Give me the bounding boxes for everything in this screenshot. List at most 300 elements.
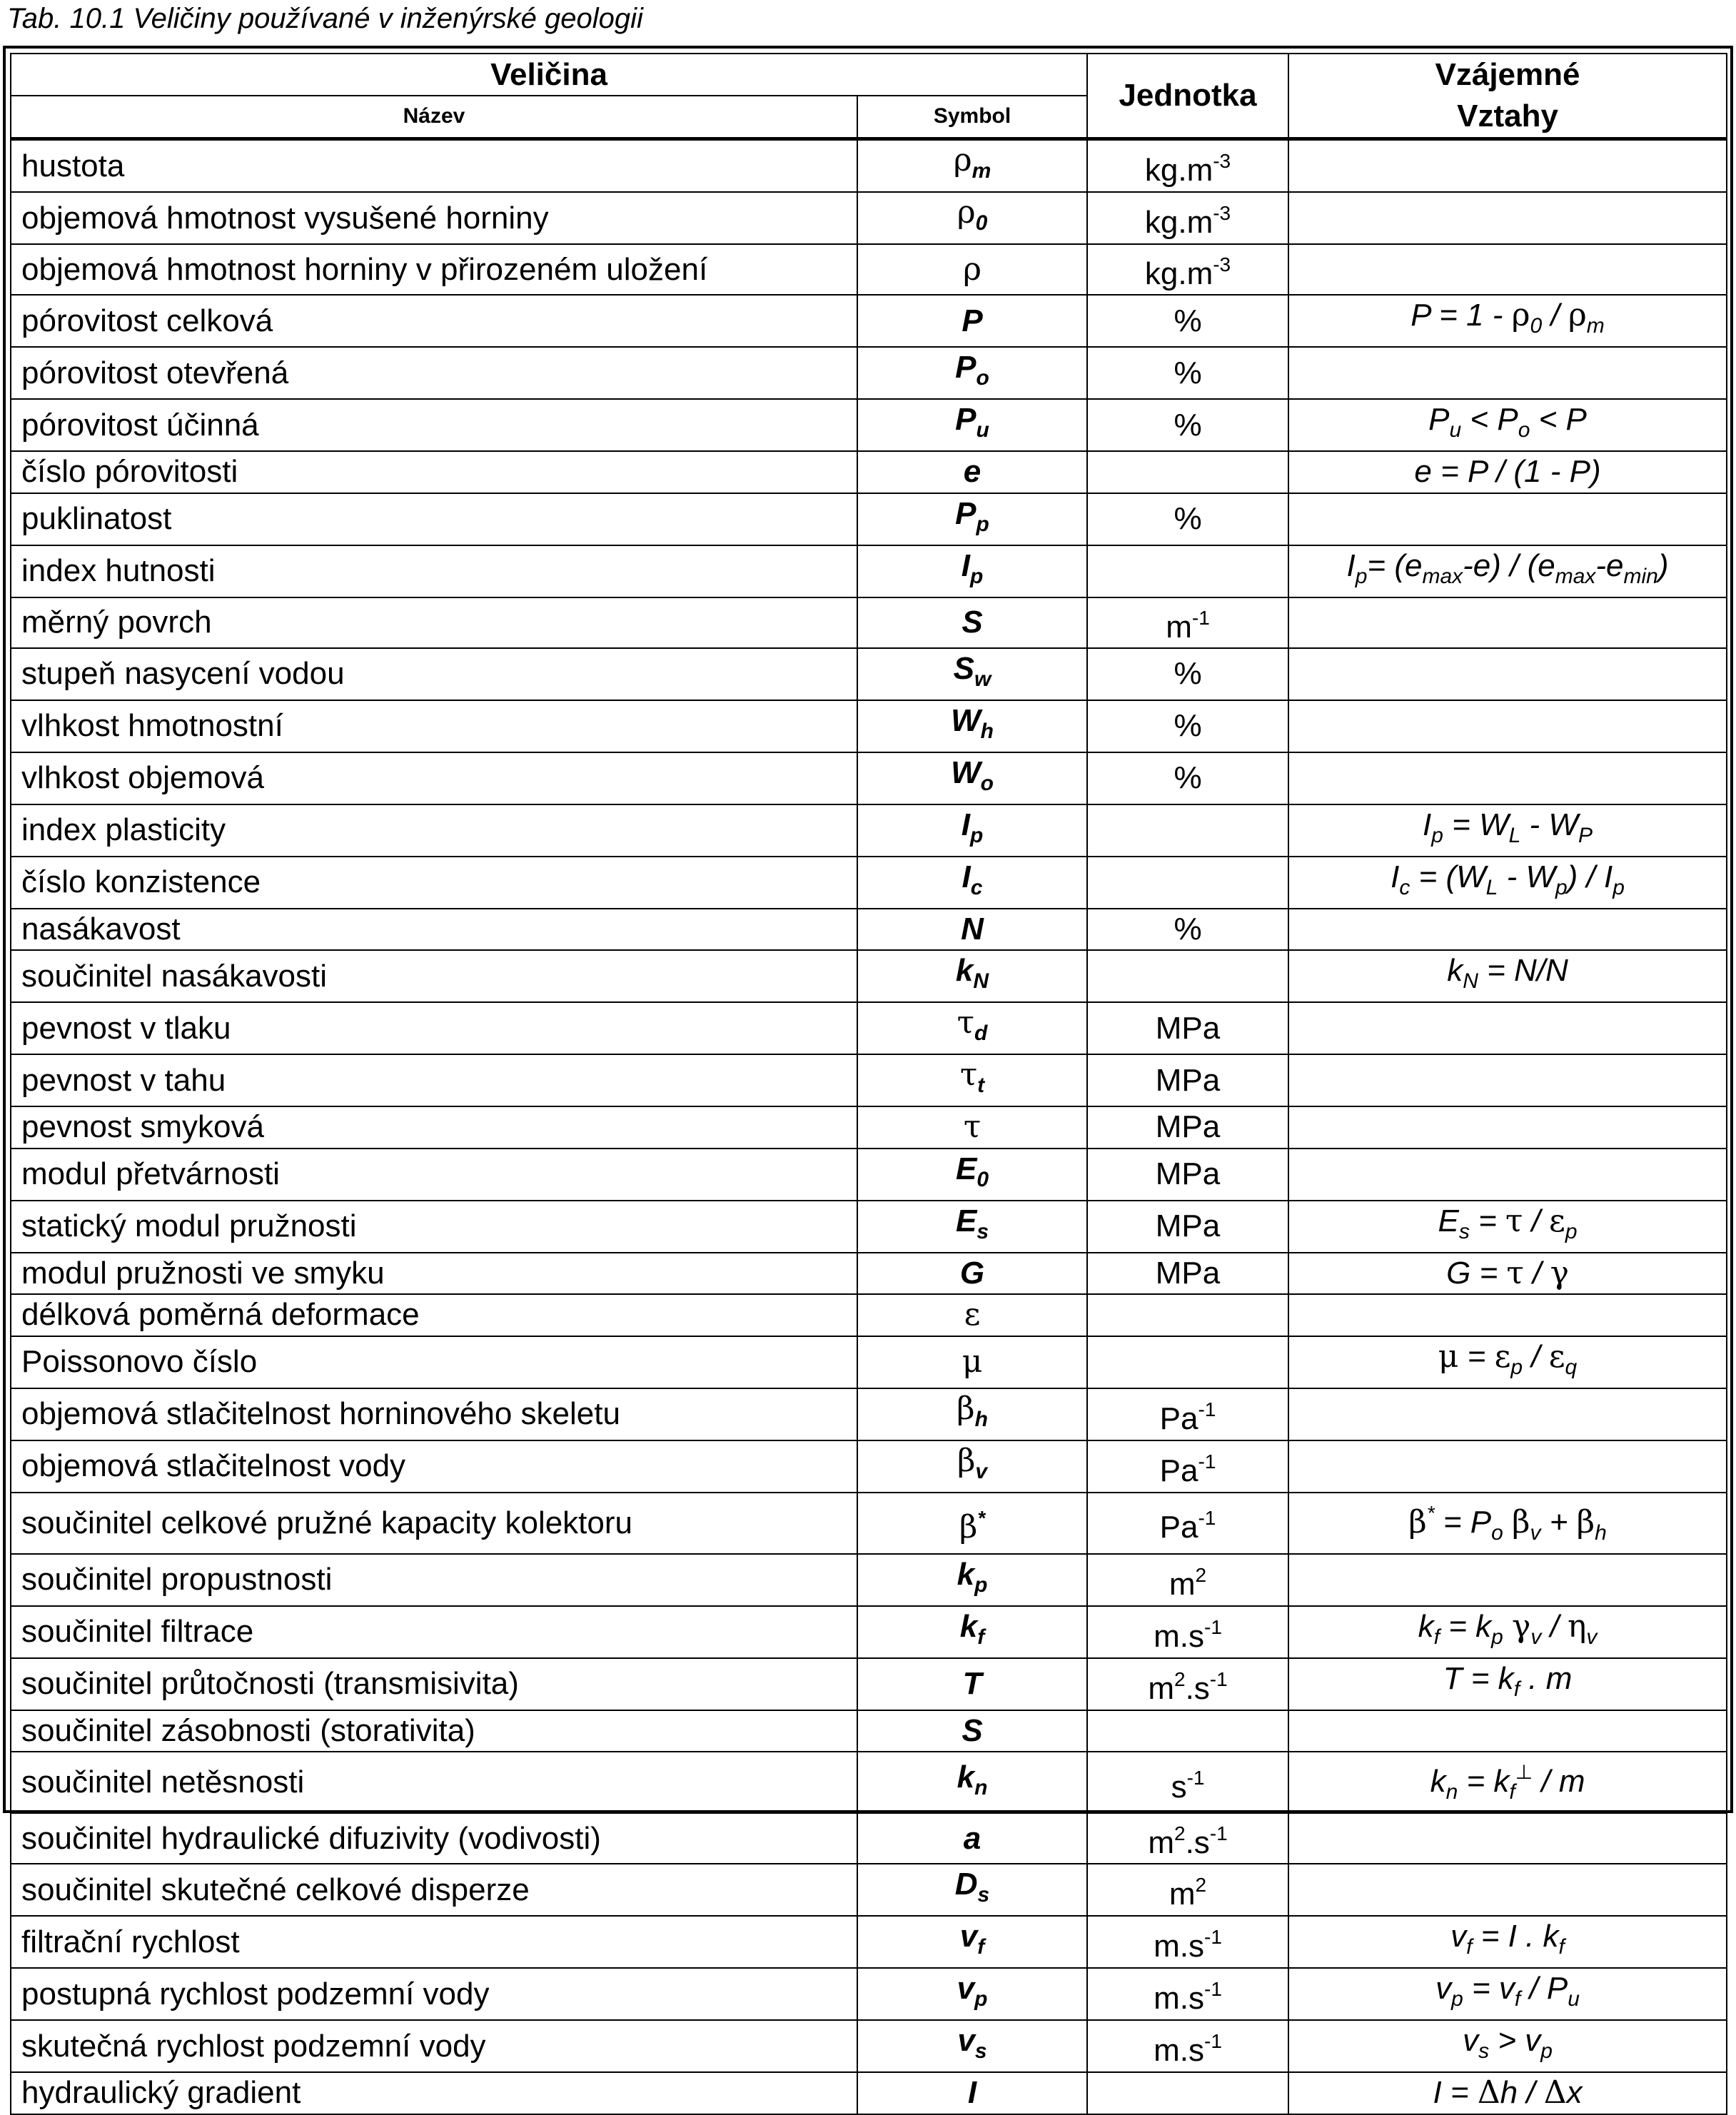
quantity-unit <box>1087 2020 1288 2072</box>
text-run: / <box>1523 1338 1549 1374</box>
quantity-name: nasákavost <box>11 909 857 951</box>
text-run: e = P / (1 - P) <box>1414 454 1601 490</box>
text-run: = <box>1469 1203 1506 1238</box>
quantity-relation <box>1288 244 1727 295</box>
subscript: f <box>977 1625 985 1649</box>
text-run: I <box>961 547 970 583</box>
subscript: p <box>969 823 984 847</box>
subscript: N <box>973 969 989 993</box>
quantity-relation <box>1288 1054 1727 1106</box>
greek-glyph: ρ <box>1568 297 1587 333</box>
quantity-relation <box>1288 597 1727 648</box>
quantity-relation <box>1288 700 1727 752</box>
text-run: D <box>954 1867 978 1902</box>
text-run: k <box>957 1759 975 1795</box>
quantity-name: součinitel celkové pružné kapacity kolektoru <box>11 1493 857 1554</box>
text-run: % <box>1174 303 1202 338</box>
table-row <box>11 1658 1727 1710</box>
text-run: m.s <box>1154 1929 1204 1964</box>
quantity-symbol <box>857 451 1087 493</box>
quantity-relation <box>1288 1106 1727 1149</box>
table-row <box>11 347 1727 399</box>
greek-glyph: ρ <box>1511 297 1530 333</box>
header-unit: Jednotka <box>1087 54 1288 139</box>
text-run: v <box>957 2023 975 2058</box>
table-row <box>11 545 1727 597</box>
quantity-relation <box>1288 804 1727 857</box>
header-relations <box>1288 54 1727 139</box>
quantity-symbol <box>857 700 1087 752</box>
text-run: -e <box>1595 547 1624 583</box>
table-row <box>11 950 1727 1002</box>
subscript: o <box>980 771 994 795</box>
superscript: -3 <box>1213 253 1231 276</box>
subscript: p <box>1431 823 1443 847</box>
text-run: m.s <box>1154 2033 1204 2068</box>
greek-glyph: Δ <box>1477 2074 1500 2111</box>
quantity-unit <box>1087 1294 1288 1336</box>
superscript: 2 <box>1195 1563 1207 1586</box>
quantity-name: stupeň nasycení vodou <box>11 648 857 700</box>
subscript: q <box>1565 1355 1578 1379</box>
quantity-name: hustota <box>11 139 857 193</box>
superscript: -3 <box>1213 202 1231 224</box>
quantity-name: postupná rychlost podzemní vody <box>11 1968 857 2020</box>
subscript: p <box>1565 1219 1578 1243</box>
quantity-name: číslo pórovitosti <box>11 451 857 493</box>
superscript: 2 <box>1195 1874 1207 1896</box>
table-row <box>11 1606 1727 1658</box>
subscript: w <box>974 667 991 691</box>
quantity-unit <box>1087 1149 1288 1201</box>
quantity-unit <box>1087 1658 1288 1710</box>
text-run: - W <box>1520 807 1578 842</box>
quantity-symbol <box>857 857 1087 909</box>
text-run: < P <box>1461 402 1518 437</box>
table-frame <box>3 46 1733 2111</box>
text-run: kg.m <box>1144 153 1213 188</box>
text-run: = (e <box>1367 547 1423 583</box>
text-run: I <box>967 2075 977 2111</box>
text-run: ) / I <box>1567 859 1613 894</box>
text-run: h / <box>1500 2075 1544 2111</box>
subscript: f <box>977 1935 985 1959</box>
text-run: = (W <box>1410 859 1486 894</box>
quantity-symbol <box>857 804 1087 857</box>
subscript: o <box>1491 1520 1503 1545</box>
text-run: > v <box>1489 2023 1541 2058</box>
table-row <box>11 1002 1727 1054</box>
quantity-relation <box>1288 2072 1727 2114</box>
text-run: v <box>1450 1919 1467 1954</box>
table-row <box>11 648 1727 700</box>
text-run: P = 1 - <box>1410 298 1512 333</box>
quantity-unit <box>1087 1916 1288 1968</box>
quantity-unit <box>1087 1054 1288 1106</box>
quantity-name: modul přetvárnosti <box>11 1149 857 1201</box>
quantity-symbol <box>857 1813 1087 1864</box>
text-run: G <box>959 1255 985 1291</box>
text-run: Pa <box>1159 1453 1198 1488</box>
quantity-symbol <box>857 1968 1087 2020</box>
text-run: k <box>1447 953 1463 988</box>
quantity-relation <box>1288 1658 1727 1710</box>
table-row <box>11 244 1727 295</box>
text-run: . m <box>1520 1660 1573 1696</box>
text-run: % <box>1174 760 1202 795</box>
text-run: m <box>1169 1566 1196 1602</box>
subscript: p <box>969 564 984 588</box>
quantity-unit <box>1087 1554 1288 1606</box>
subscript: P <box>1578 823 1593 847</box>
quantity-symbol <box>857 545 1087 597</box>
text-run: s <box>1171 1769 1187 1804</box>
greek-glyph: β <box>957 1390 975 1427</box>
text-run: = <box>1458 1338 1495 1374</box>
text-run: S <box>962 605 983 640</box>
subscript: o <box>976 366 989 390</box>
text-run: E <box>1438 1203 1459 1238</box>
subscript: o <box>1518 418 1530 442</box>
quantity-relation <box>1288 2020 1727 2072</box>
table-row <box>11 597 1727 648</box>
superscript: -1 <box>1186 1766 1205 1789</box>
subscript: s <box>1458 1219 1470 1243</box>
quantity-unit <box>1087 1388 1288 1440</box>
superscript: -1 <box>1191 606 1210 629</box>
text-run: P <box>1428 402 1450 437</box>
table-row <box>11 399 1727 451</box>
header-relations-line2: Vztahy <box>1457 99 1558 133</box>
table-row <box>11 2072 1727 2114</box>
text-run: % <box>1174 501 1202 536</box>
quantity-unit <box>1087 648 1288 700</box>
quantity-relation <box>1288 857 1727 909</box>
quantity-relation <box>1288 1149 1727 1201</box>
subscript: h <box>974 1407 988 1431</box>
table-row <box>11 1294 1727 1336</box>
quantity-name: filtrační rychlost <box>11 1916 857 1968</box>
quantity-relation <box>1288 545 1727 597</box>
text-run: I <box>1391 859 1400 894</box>
quantity-unit <box>1087 1813 1288 1864</box>
greek-glyph: μ <box>1438 1338 1459 1375</box>
superscript: * <box>1426 1501 1435 1524</box>
quantity-relation <box>1288 1606 1727 1658</box>
quantity-symbol <box>857 752 1087 804</box>
subscript: m <box>972 159 991 183</box>
quantity-relation <box>1288 1752 1727 1813</box>
subscript: L <box>1485 875 1498 899</box>
quantity-name: objemová stlačitelnost vody <box>11 1440 857 1493</box>
text-run: k <box>1430 1764 1446 1799</box>
subscript: N <box>1463 969 1478 993</box>
quantity-unit <box>1087 857 1288 909</box>
text-run: m <box>1148 1670 1174 1706</box>
quantity-symbol <box>857 1294 1087 1336</box>
quantity-name: číslo konzistence <box>11 857 857 909</box>
quantity-symbol <box>857 1149 1087 1201</box>
quantity-relation <box>1288 1493 1727 1554</box>
subscript: min <box>1623 564 1658 588</box>
quantity-symbol <box>857 1658 1087 1710</box>
subscript: u <box>1568 1987 1580 2011</box>
quantity-unit <box>1087 1106 1288 1149</box>
quantity-relation <box>1288 752 1727 804</box>
text-run: m <box>1148 1825 1174 1860</box>
quantity-unit <box>1087 909 1288 951</box>
superscript: 2 <box>1174 1822 1186 1844</box>
quantity-unit <box>1087 950 1288 1002</box>
quantity-symbol <box>857 1554 1087 1606</box>
table-row <box>11 1336 1727 1388</box>
text-run: T = k <box>1443 1660 1514 1696</box>
text-run: MPa <box>1155 1156 1221 1191</box>
superscript: -1 <box>1204 1926 1222 1948</box>
subscript: f <box>1558 1935 1565 1959</box>
greek-glyph: γ <box>1512 1607 1531 1645</box>
table-row <box>11 1106 1727 1149</box>
quantity-relation <box>1288 950 1727 1002</box>
text-run: I <box>1423 807 1432 842</box>
quantity-name: objemová hmotnost vysušené horniny <box>11 192 857 244</box>
subscript: f <box>1514 1987 1521 2011</box>
table-row <box>11 752 1727 804</box>
text-run <box>1503 1609 1512 1644</box>
text-run: m.s <box>1154 1618 1204 1654</box>
quantity-relation <box>1288 1968 1727 2020</box>
text-run: m.s <box>1154 1981 1204 2016</box>
table-row <box>11 1054 1727 1106</box>
quantity-relation <box>1288 139 1727 193</box>
text-run: I <box>1346 547 1356 583</box>
quantity-symbol <box>857 1493 1087 1554</box>
quantity-relation <box>1288 1813 1727 1864</box>
superscript: 2 <box>1174 1667 1186 1690</box>
table-row <box>11 1201 1727 1253</box>
subscript: 0 <box>975 211 988 235</box>
quantity-name: měrný povrch <box>11 597 857 648</box>
quantity-symbol <box>857 1106 1087 1149</box>
quantity-name: součinitel filtrace <box>11 1606 857 1658</box>
subscript: 0 <box>976 1167 989 1191</box>
subscript: h <box>980 719 994 743</box>
subscript: p <box>1555 875 1568 899</box>
greek-glyph: τ <box>1506 1254 1524 1291</box>
quantity-symbol <box>857 493 1087 545</box>
quantity-symbol <box>857 1336 1087 1388</box>
greek-glyph: τ <box>963 1109 981 1146</box>
text-run: + <box>1540 1504 1577 1540</box>
subscript: p <box>1491 1625 1503 1649</box>
text-run: < P <box>1530 402 1587 437</box>
text-run: % <box>1174 911 1202 947</box>
table-row <box>11 1752 1727 1813</box>
table-row <box>11 139 1727 193</box>
quantity-unit <box>1087 2072 1288 2114</box>
text-run: Pa <box>1159 1510 1198 1545</box>
quantity-unit <box>1087 451 1288 493</box>
text-run: % <box>1174 407 1202 443</box>
quantity-unit <box>1087 244 1288 295</box>
quantity-unit <box>1087 1493 1288 1554</box>
text-run: E <box>955 1151 977 1186</box>
quantity-symbol <box>857 1710 1087 1752</box>
quantity-name: objemová stlačitelnost horninového skeletu <box>11 1388 857 1440</box>
text-run: P <box>955 402 976 437</box>
subscript: f <box>1513 1677 1520 1701</box>
subscript: p <box>1613 875 1625 899</box>
quantity-relation <box>1288 1864 1727 1916</box>
table-row <box>11 1916 1727 1968</box>
quantity-relation <box>1288 648 1727 700</box>
table-row <box>11 909 1727 951</box>
text-run: / P <box>1520 1971 1568 2006</box>
quantity-symbol <box>857 139 1087 193</box>
text-run: v <box>959 1919 978 1954</box>
quantity-symbol <box>857 1201 1087 1253</box>
subscript: v <box>1530 1520 1541 1545</box>
text-run: k <box>957 1556 975 1592</box>
superscript: -1 <box>1204 1615 1222 1638</box>
text-run: k <box>955 953 974 988</box>
quantity-name: skutečná rychlost podzemní vody <box>11 2020 857 2072</box>
text-run: v <box>1435 1971 1452 2006</box>
superscript: -1 <box>1204 2030 1222 2052</box>
quantity-symbol <box>857 192 1087 244</box>
header-relations-line1: Vzájemné <box>1435 57 1580 92</box>
quantity-symbol <box>857 1752 1087 1813</box>
text-run: MPa <box>1155 1010 1221 1046</box>
table-row <box>11 295 1727 347</box>
text-run: MPa <box>1155 1208 1221 1243</box>
greek-glyph: γ <box>1550 1254 1569 1291</box>
subscript: s <box>976 1219 989 1243</box>
subscript: c <box>970 875 983 899</box>
quantity-relation <box>1288 1554 1727 1606</box>
subscript: p <box>1355 564 1368 588</box>
quantity-name: objemová hmotnost horniny v přirozeném uložení <box>11 244 857 295</box>
quantity-name: součinitel zásobnosti (storativita) <box>11 1710 857 1752</box>
quantity-name: pevnost v tlaku <box>11 1002 857 1054</box>
greek-glyph: β <box>1576 1503 1595 1540</box>
greek-glyph: ρ <box>953 142 972 178</box>
table-row <box>11 1813 1727 1864</box>
subscript: f <box>1433 1625 1440 1649</box>
quantity-relation <box>1288 1388 1727 1440</box>
text-run: = I . k <box>1472 1919 1559 1954</box>
text-run: .s <box>1185 1825 1210 1860</box>
table-header <box>11 54 1727 139</box>
quantity-name: součinitel netěsnosti <box>11 1752 857 1813</box>
quantity-unit <box>1087 1864 1288 1916</box>
subscript: u <box>976 418 989 442</box>
table-row <box>11 493 1727 545</box>
quantity-symbol <box>857 648 1087 700</box>
text-run: k <box>1418 1608 1434 1644</box>
greek-glyph: Δ <box>1543 2074 1567 2111</box>
greek-glyph: τ <box>1505 1202 1523 1239</box>
quantity-relation <box>1288 1253 1727 1295</box>
table-body <box>11 139 1727 2114</box>
table-row <box>11 857 1727 909</box>
quantity-relation <box>1288 1002 1727 1054</box>
quantity-name: pevnost smyková <box>11 1106 857 1149</box>
greek-glyph: ε <box>1549 1202 1565 1239</box>
text-run: W <box>951 702 981 738</box>
quantity-unit <box>1087 1440 1288 1493</box>
quantity-symbol <box>857 399 1087 451</box>
text-run: N <box>961 911 984 947</box>
quantity-name: vlhkost hmotnostní <box>11 700 857 752</box>
subscript: v <box>1586 1625 1598 1649</box>
quantity-symbol <box>857 2020 1087 2072</box>
quantity-symbol <box>857 1440 1087 1493</box>
quantity-symbol <box>857 1253 1087 1295</box>
quantity-unit <box>1087 1968 1288 2020</box>
text-run: a <box>963 1820 981 1856</box>
text-run: m <box>1166 609 1192 645</box>
subscript: v <box>975 1459 988 1483</box>
superscript: -1 <box>1204 1978 1222 2000</box>
table-row <box>11 451 1727 493</box>
quantity-symbol <box>857 1002 1087 1054</box>
text-run: .s <box>1185 1670 1210 1706</box>
subscript: p <box>974 1573 988 1597</box>
table-row <box>11 1554 1727 1606</box>
header-name: Název <box>11 96 857 138</box>
quantity-unit <box>1087 1752 1288 1813</box>
quantity-symbol <box>857 1916 1087 1968</box>
subscript: p <box>976 512 989 536</box>
superscript: -1 <box>1209 1822 1228 1844</box>
quantity-unit <box>1087 295 1288 347</box>
greek-glyph: η <box>1568 1607 1587 1645</box>
text-run <box>1503 1505 1512 1540</box>
text-run: - W <box>1498 859 1555 894</box>
quantity-unit <box>1087 399 1288 451</box>
text-run: = N/N <box>1478 953 1568 988</box>
text-run: m <box>1169 1877 1196 1912</box>
quantity-relation <box>1288 1440 1727 1493</box>
subscript: p <box>1451 1987 1463 2011</box>
greek-glyph: β <box>1408 1503 1427 1540</box>
subscript: d <box>974 1021 988 1045</box>
quantity-name: index hutnosti <box>11 545 857 597</box>
quantity-unit <box>1087 545 1288 597</box>
table-row <box>11 1440 1727 1493</box>
greek-glyph: ε <box>964 1296 981 1333</box>
text-run: % <box>1174 656 1202 691</box>
greek-glyph: ρ <box>957 194 976 231</box>
superscript: -3 <box>1213 150 1231 172</box>
quantity-unit <box>1087 700 1288 752</box>
table-row <box>11 1388 1727 1440</box>
header-quantity: Veličina <box>11 54 1087 96</box>
text-run: k <box>959 1608 978 1644</box>
greek-glyph: ρ <box>963 251 981 288</box>
subscript: v <box>1530 1625 1542 1649</box>
text-run: ) <box>1657 547 1669 583</box>
quantity-unit <box>1087 597 1288 648</box>
subscript: max <box>1555 564 1596 588</box>
table-row <box>11 1710 1727 1752</box>
text-run: kg.m <box>1144 256 1213 291</box>
quantity-symbol <box>857 597 1087 648</box>
subscript: s <box>1478 2039 1490 2063</box>
quantity-relation <box>1288 493 1727 545</box>
text-run: MPa <box>1155 1062 1221 1098</box>
